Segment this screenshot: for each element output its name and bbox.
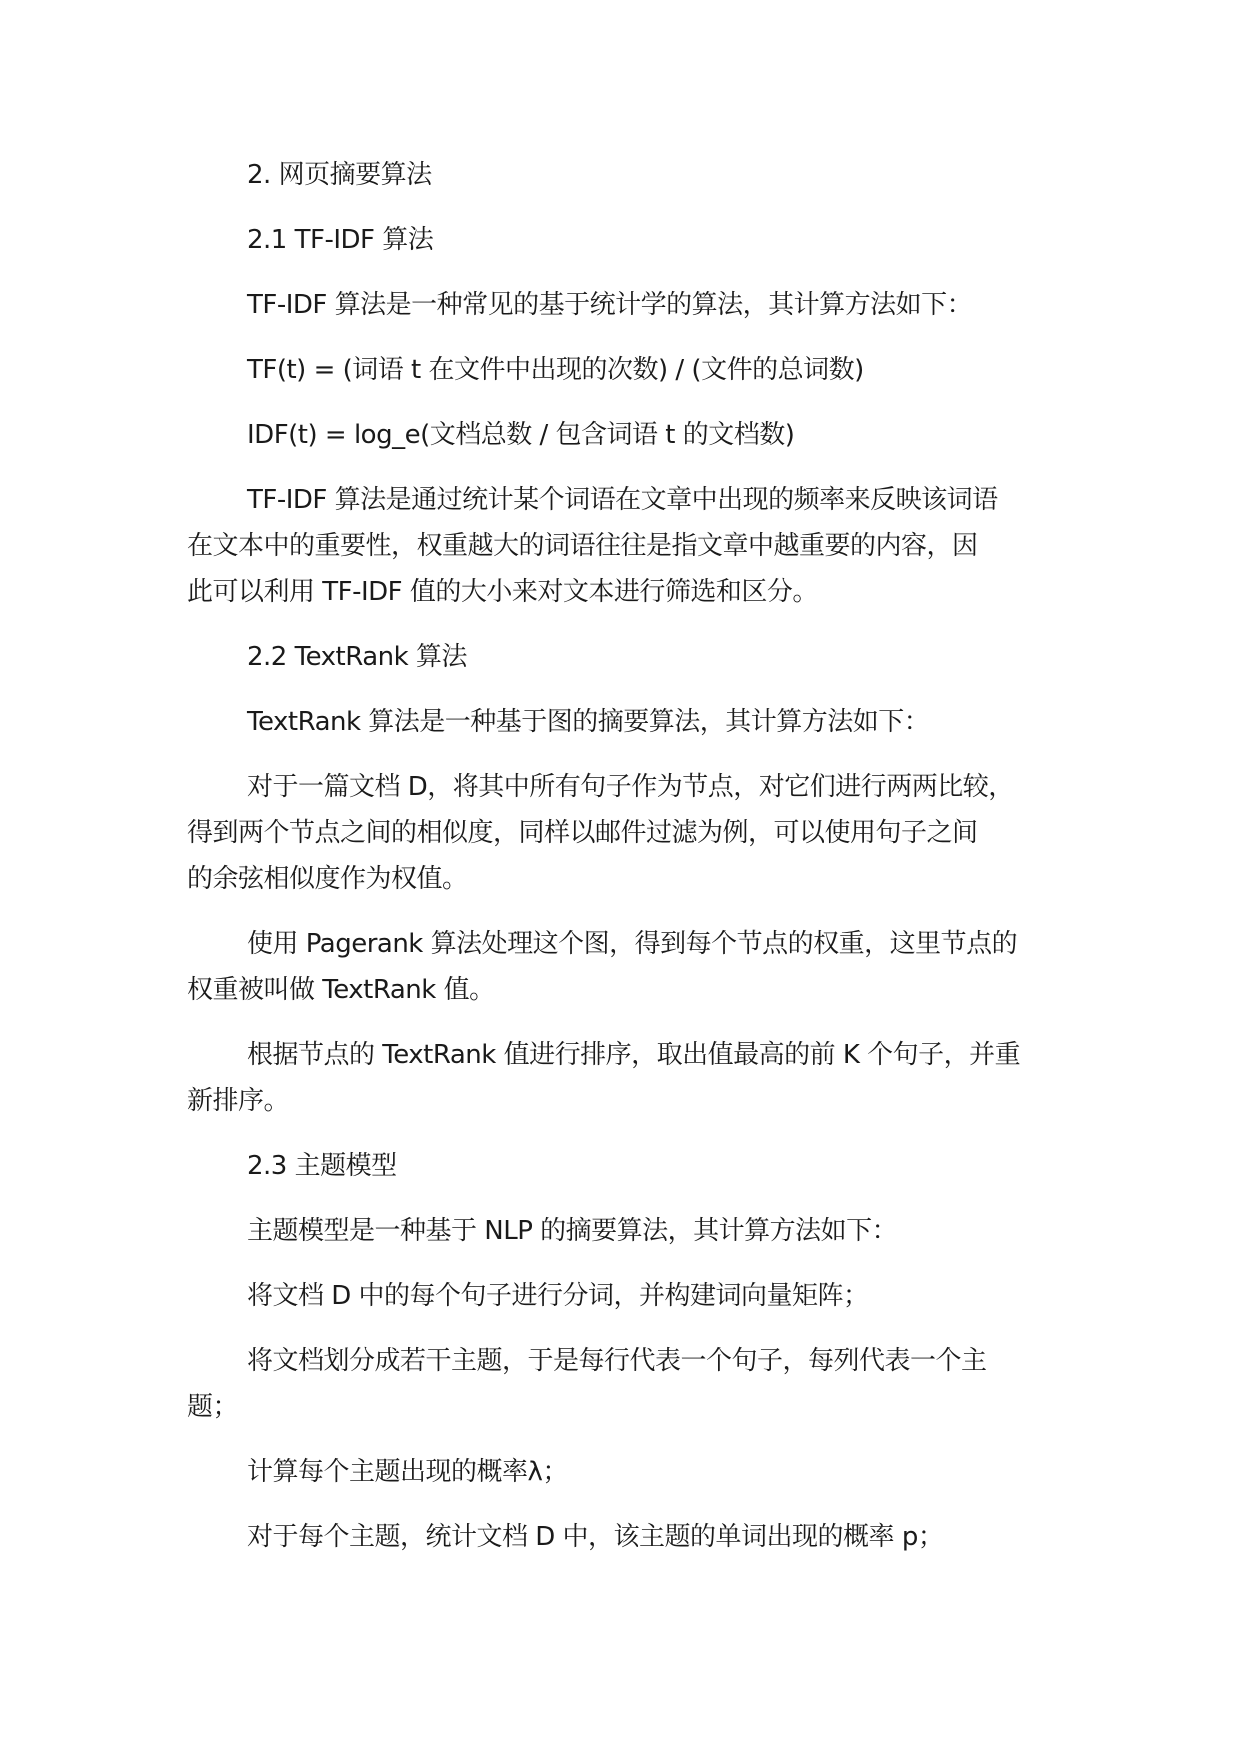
text-line: 主题模型是一种基于 NLP 的摘要算法，其计算方法如下：: [247, 1216, 898, 1246]
text-line: 对于一篇文档 D，将其中所有句子作为节点，对它们进行两两比较，: [247, 772, 1014, 802]
text-line: TextRank 算法是一种基于图的摘要算法，其计算方法如下：: [247, 707, 930, 737]
text-line: 此可以利用 TF-IDF 值的大小来对文本进行筛选和区分。: [187, 577, 818, 607]
text-line: TF-IDF 算法是通过统计某个词语在文章中出现的频率来反映该词语: [247, 485, 998, 515]
paragraph-topic-step4: [187, 1514, 1087, 1560]
document-body: [187, 152, 1087, 1560]
text-line: TF-IDF 算法是一种常见的基于统计学的算法，其计算方法如下：: [247, 290, 973, 320]
paragraph-topic-step3: [187, 1449, 1087, 1495]
text-line: 计算每个主题出现的概率λ；: [247, 1457, 568, 1487]
paragraph-topic-step1: [187, 1273, 1087, 1319]
text-line: 新排序。: [187, 1086, 290, 1116]
text-line: 将文档 D 中的每个句子进行分词，并构建词向量矩阵；: [247, 1281, 869, 1311]
paragraph-subsection-topic-model: [187, 1143, 1087, 1189]
paragraph-tfidf-intro: [187, 282, 1087, 328]
paragraph-topic-step2: [187, 1338, 1087, 1430]
paragraph-idf-formula: [187, 412, 1087, 458]
paragraph-tf-formula: [187, 347, 1087, 393]
text-line: 将文档划分成若干主题，于是每行代表一个句子，每列代表一个主: [247, 1346, 987, 1376]
text-line: 根据节点的 TextRank 值进行排序，取出值最高的前 K 个句子，并重: [247, 1040, 1021, 1070]
heading-web-summary-algorithms: 2. 网页摘要算法: [247, 160, 432, 190]
paragraph-section-title: [187, 152, 1087, 198]
paragraph-topic-model-intro: [187, 1208, 1087, 1254]
formula-idf: IDF(t) = log_e(文档总数 / 包含词语 t 的文档数): [247, 420, 795, 450]
paragraph-subsection-textrank: [187, 634, 1087, 680]
paragraph-tfidf-explanation: [187, 477, 1087, 615]
paragraph-textrank-step3: [187, 1032, 1087, 1124]
text-line: 得到两个节点之间的相似度，同样以邮件过滤为例，可以使用句子之间: [187, 818, 978, 848]
paragraph-subsection-tfidf: [187, 217, 1087, 263]
text-line: 对于每个主题，统计文档 D 中，该主题的单词出现的概率 p；: [247, 1522, 944, 1552]
paragraph-textrank-step1: [187, 764, 1087, 902]
paragraph-textrank-step2: [187, 921, 1087, 1013]
text-line: 权重被叫做 TextRank 值。: [187, 975, 495, 1005]
text-line: 的余弦相似度作为权值。: [187, 864, 468, 894]
text-line: 使用 Pagerank 算法处理这个图，得到每个节点的权重，这里节点的: [247, 929, 1018, 959]
formula-tf: TF(t) = (词语 t 在文件中出现的次数) / (文件的总词数): [247, 355, 864, 385]
heading-textrank: 2.2 TextRank 算法: [247, 642, 467, 672]
heading-topic-model: 2.3 主题模型: [247, 1151, 397, 1181]
text-line: 题；: [187, 1392, 239, 1422]
heading-tfidf: 2.1 TF-IDF 算法: [247, 225, 434, 255]
paragraph-textrank-intro: [187, 699, 1087, 745]
text-line: 在文本中的重要性，权重越大的词语往往是指文章中越重要的内容，因: [187, 531, 978, 561]
